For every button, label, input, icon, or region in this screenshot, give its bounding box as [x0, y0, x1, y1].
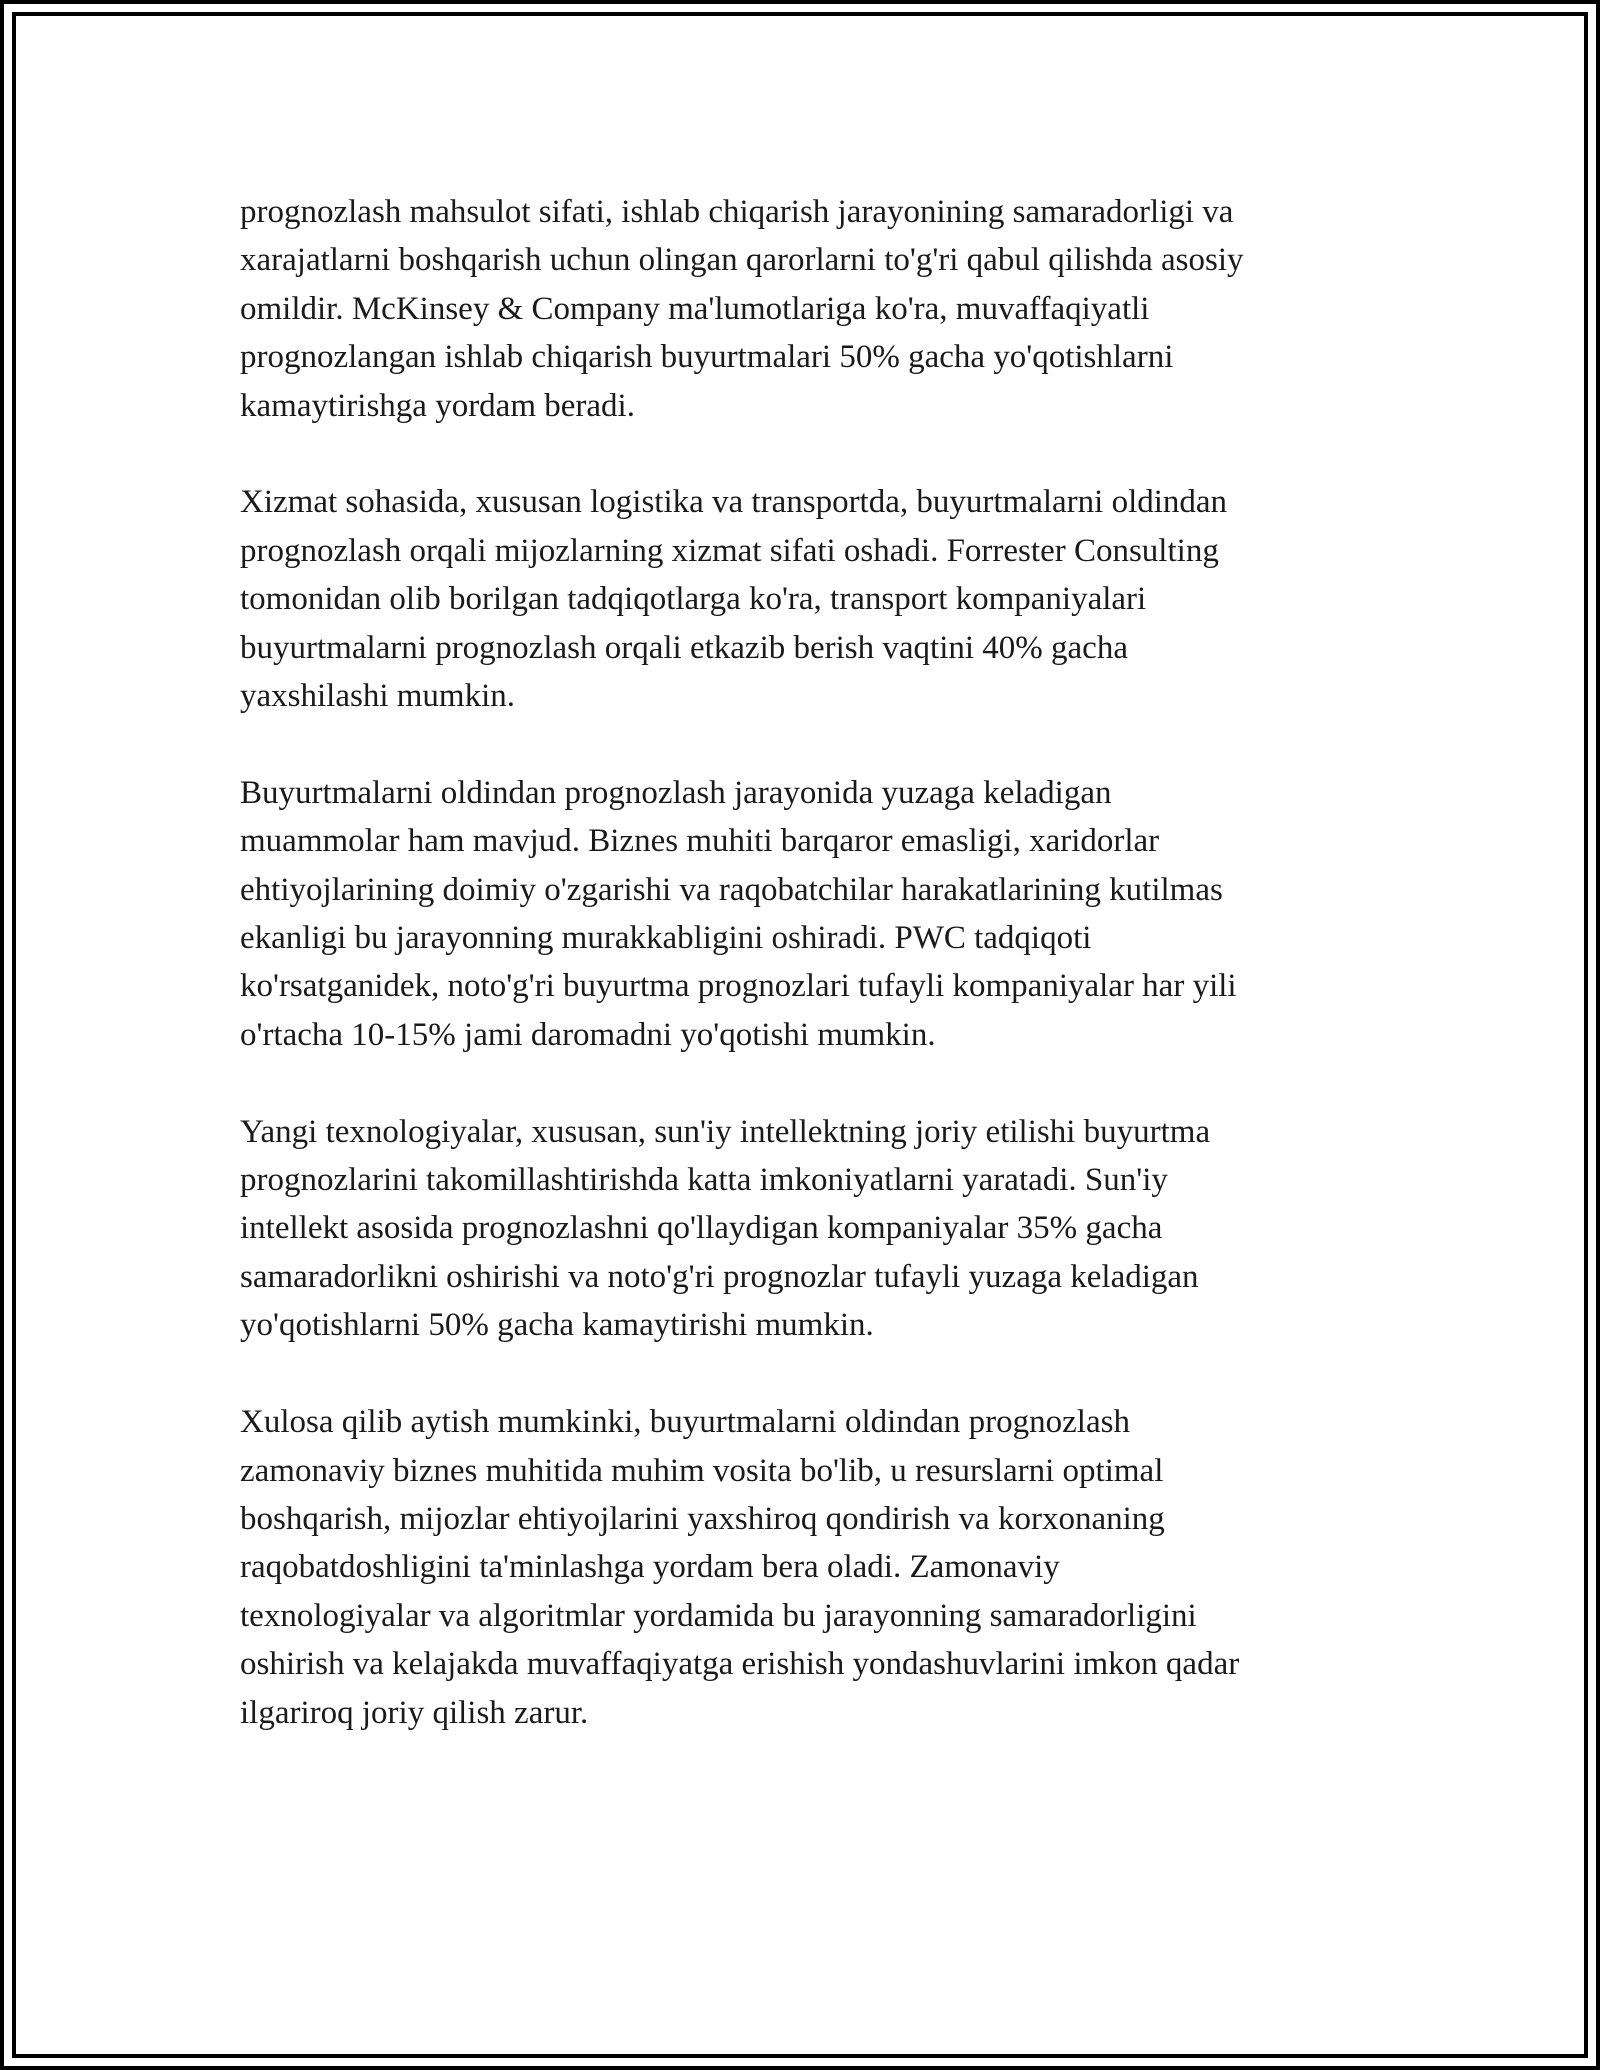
paragraph-services-logistics: Xizmat sohasida, xususan logistika va transportda, buyurtmalarni oldindan prognozlash orqali mijozlarning xizmat sifati oshadi. Forrester Consulting tomonidan olib borilgan tadqiqotlarga ko'ra, transport kompaniyalari buyurtmalarni prognozlash orqali etkazib berish vaqtini 40% gacha yaxshilashi mumkin. [240, 484, 1228, 715]
paragraph-forecasting-problems: Buyurtmalarni oldindan prognozlash jarayonida yuzaga keladigan muammolar ham mavjud. Biznes muhiti barqaror emasligi, xaridorlar ehtiyojlarining doimiy o'zgarishi va raqobatchilar harakatlarining kutilmas ekanligi bu jarayonning murakkabligini oshiradi. PWC tadqiqoti ko'rsatganidek, noto'g'ri buyurtma prognozlari tufayli kompaniyalar har yili o'rtacha 10-15% jami daromadni yo'qotishi mumkin. [240, 774, 1237, 1053]
paragraph-conclusion: Xulosa qilib aytish mumkinki, buyurtmalarni oldindan prognozlash zamonaviy biznes muhitida muhim vosita bo'lib, u resurslarni optimal boshqarish, mijozlar ehtiyojlarini yaxshiroq qondirish va korxonaning raqobatdoshligini ta'minlashga yordam bera oladi. Zamonaviy texnologiyalar va algoritmlar yordamida bu jarayonning samaradorligini oshirish va kelajakda muvaffaqiyatga erishish yondashuvlarini imkon qadar ilgariroq joriy qilish zarur. [240, 1404, 1240, 1731]
document-body [240, 188, 1370, 1785]
paragraph-new-technologies: Yangi texnologiyalar, xususan, sun'iy intellektning joriy etilishi buyurtma prognozlarini takomillashtirishda katta imkoniyatlarni yaratadi. Sun'iy intellekt asosida prognozlashni qo'llaydigan kompaniyalar 35% gacha samaradorlikni oshirishi va noto'g'ri prognozlar tufayli yuzaga keladigan yo'qotishlarni 50% gacha kamaytirishi mumkin. [240, 1113, 1211, 1344]
paragraph-manufacturing: prognozlash mahsulot sifati, ishlab chiqarish jarayonining samaradorligi va xarajatlarni boshqarish uchun olingan qarorlarni to'g'ri qabul qilishda asosiy omildir. McKinsey & Company ma'lumotlariga ko'ra, muvaffaqiyatli prognozlangan ishlab chiqarish buyurtmalari 50% gacha yo'qotishlarni kamaytirishga yordam beradi. [240, 194, 1244, 424]
